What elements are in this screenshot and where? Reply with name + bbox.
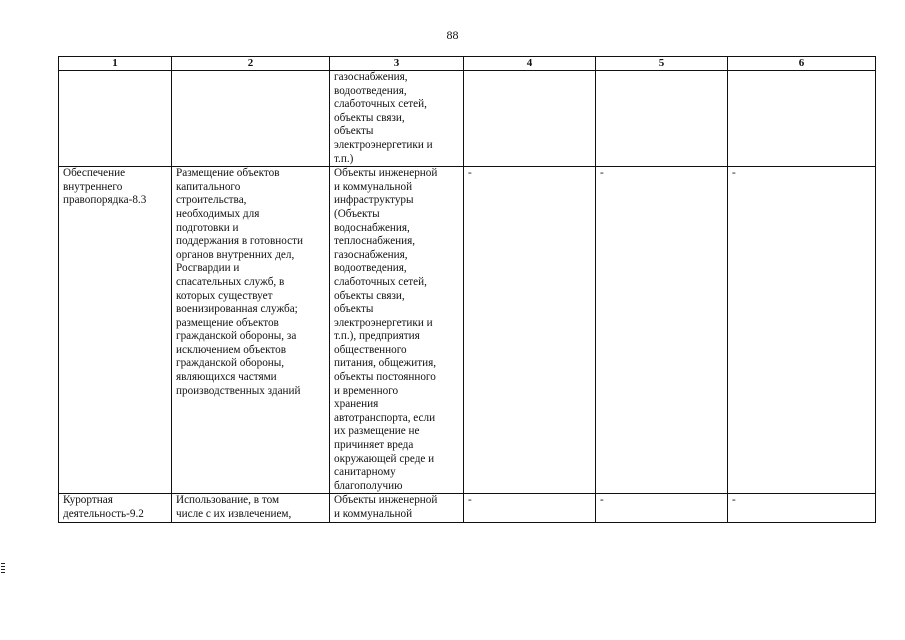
cell-col5: - — [596, 167, 728, 494]
cell-text-line: причиняет вреда — [334, 439, 414, 452]
cell-text-line: благополучию — [334, 479, 403, 492]
cell-description — [172, 167, 330, 494]
cell-text-line: слаботочных сетей, — [334, 98, 427, 111]
land-use-table — [58, 56, 876, 523]
column-header-2: 2 — [172, 57, 330, 71]
cell-text-line: водоотведения, — [334, 262, 407, 275]
column-header-6: 6 — [728, 57, 876, 71]
column-header-3: 3 — [330, 57, 464, 71]
cell-text-line: являющихся частями — [176, 371, 277, 384]
cell-text-line: слаботочных сетей, — [334, 275, 427, 288]
cell-use-type — [59, 167, 172, 494]
cell-text-line: водоотведения, — [334, 84, 407, 97]
cell-text-line: Росгвардии и — [176, 262, 240, 275]
cell-text-line: размещение объектов — [176, 316, 279, 329]
cell-text-line: числе с их извлечением, — [176, 508, 292, 520]
cell-text-line: гражданской обороны, — [176, 357, 285, 370]
cell-text-line: необходимых для — [176, 207, 260, 220]
column-header-1: 1 — [59, 57, 172, 71]
cell-description — [172, 494, 330, 522]
cell-text-line: спасательных служб, в — [176, 275, 285, 288]
column-header-4: 4 — [464, 57, 596, 71]
column-header-5: 5 — [596, 57, 728, 71]
cell-text-line: поддержания в готовности — [176, 235, 303, 248]
cell-auxiliary-uses — [330, 494, 464, 522]
cell-text-line: окружающей среде и — [334, 452, 435, 465]
cell-text-line: Обеспечение — [63, 167, 126, 180]
cell-text-line: объекты связи, — [334, 289, 405, 302]
cell-text-line: капитального — [176, 180, 241, 193]
cell-text-line: исключением объектов — [176, 343, 286, 356]
cell-text-line: производственных зданий — [176, 384, 301, 397]
cell-text-line: внутреннего — [63, 180, 123, 193]
cell-text-line: санитарному — [334, 466, 396, 479]
cell-text-line: (Объекты — [334, 207, 380, 220]
header-row — [59, 57, 876, 71]
cell-text-line: т.п.), предприятия — [334, 330, 420, 343]
cell-text-line: газоснабжения, — [334, 71, 408, 83]
cell-text-line: т.п.) — [334, 152, 354, 165]
cell-text-line: электроэнергетики и — [334, 138, 433, 151]
cell-text-line: автотранспорта, если — [334, 411, 436, 424]
cell-text-line: Использование, в том — [176, 494, 280, 507]
cell-text-line: питания, общежития, — [334, 357, 437, 370]
cell-text-line: правопорядка-8.3 — [63, 194, 147, 207]
cell-text-line: объекты — [334, 125, 374, 138]
cell-text-line: Объекты инженерной — [334, 167, 438, 180]
cell-use-type — [59, 494, 172, 522]
cell-text-line: Курортная — [63, 494, 113, 507]
table-row — [59, 494, 876, 522]
cell-text-line: их размещение не — [334, 425, 420, 438]
cell-text-line: подготовки и — [176, 221, 239, 234]
cell-text-line: которых существует — [176, 289, 273, 302]
cell-text-line: объекты постоянного — [334, 371, 436, 384]
cell-text-line: военизированная служба; — [176, 303, 298, 316]
cell-col5: - — [596, 494, 728, 522]
cell-text-line: общественного — [334, 343, 407, 356]
cell-col4: - — [464, 494, 596, 522]
cell-use-type — [59, 71, 172, 167]
cell-text-line: органов внутренних дел, — [176, 248, 295, 261]
cell-text-line: строительства, — [176, 194, 247, 207]
cell-auxiliary-uses — [330, 167, 464, 494]
cell-text-line: газоснабжения, — [334, 248, 408, 261]
cell-text-line: теплоснабжения, — [334, 235, 416, 248]
cell-description — [172, 71, 330, 167]
table-row — [59, 167, 876, 494]
page-number: 88 — [446, 28, 459, 42]
cell-text-line: хранения — [334, 398, 379, 411]
cell-text-line: и коммунальной — [334, 180, 413, 193]
cell-col5 — [596, 71, 728, 167]
cell-text-line: и коммунальной — [334, 508, 413, 520]
cell-text-line: гражданской обороны, за — [176, 330, 297, 343]
cell-col4 — [464, 71, 596, 167]
cell-text-line: электроэнергетики и — [334, 316, 433, 329]
cell-col6: - — [728, 167, 876, 494]
cell-text-line: объекты — [334, 303, 374, 316]
scan-edge-mark — [1, 563, 5, 575]
cell-auxiliary-uses — [330, 71, 464, 167]
cell-col6 — [728, 71, 876, 167]
cell-text-line: деятельность-9.2 — [63, 508, 144, 520]
cell-text-line: и временного — [334, 384, 399, 397]
cell-text-line: водоснабжения, — [334, 221, 410, 234]
cell-text-line: инфраструктуры — [334, 194, 414, 207]
cell-text-line: объекты связи, — [334, 111, 405, 124]
cell-text-line: Объекты инженерной — [334, 494, 438, 507]
table-row — [59, 71, 876, 167]
cell-col6: - — [728, 494, 876, 522]
cell-col4: - — [464, 167, 596, 494]
cell-text-line: Размещение объектов — [176, 167, 280, 180]
